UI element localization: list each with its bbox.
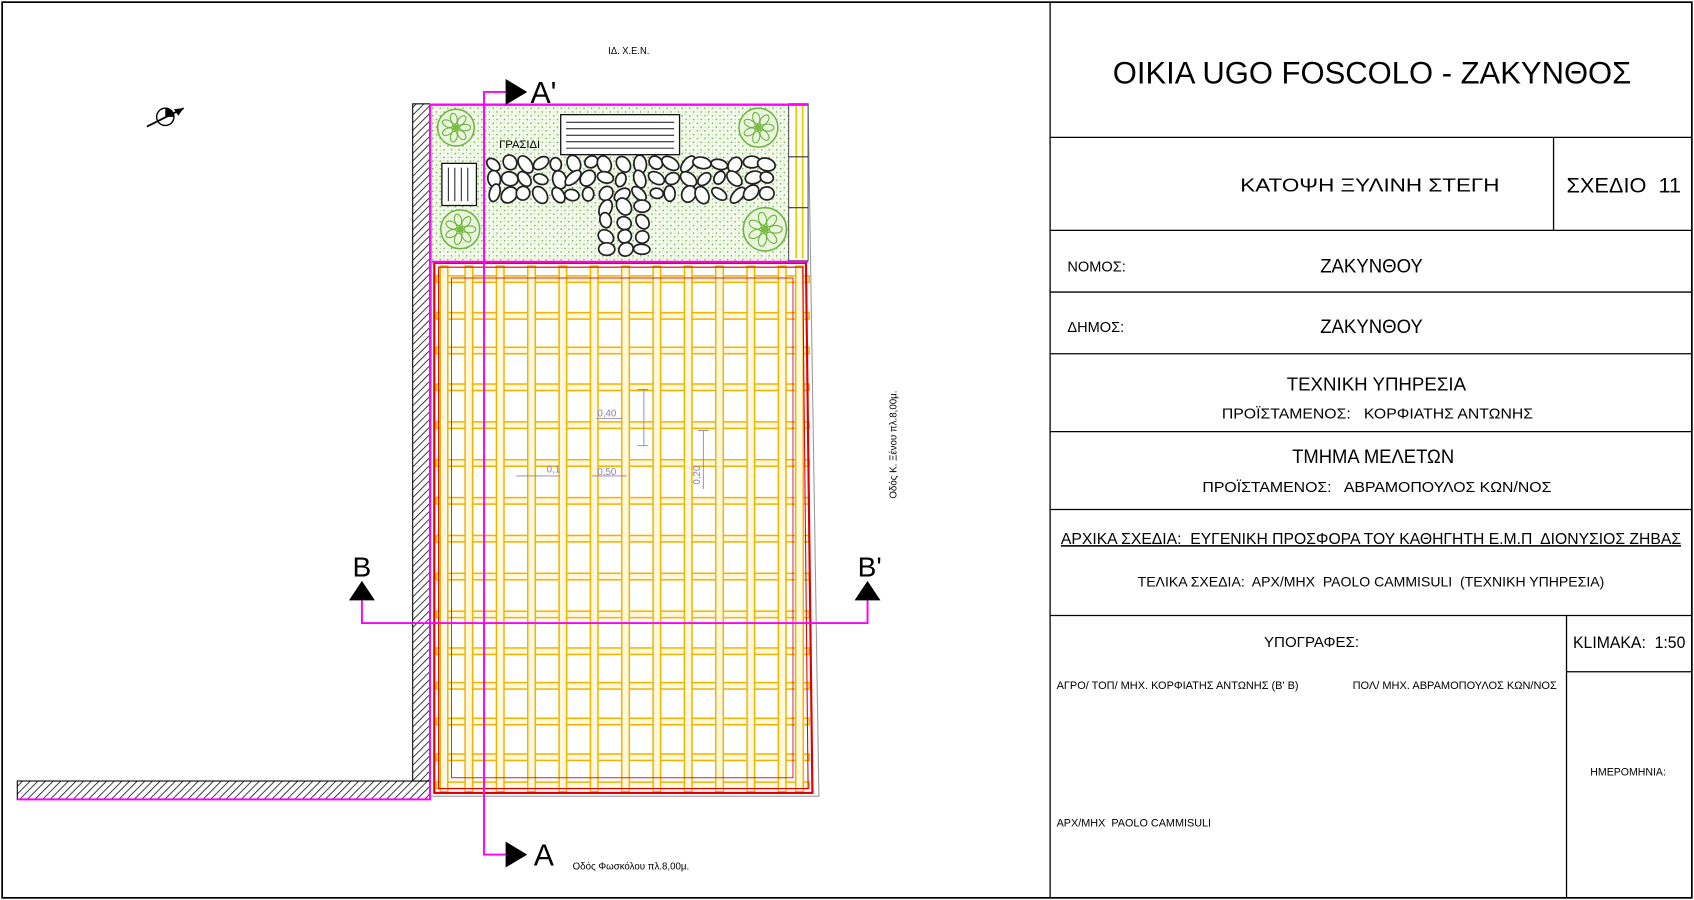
dimos-label: ΔΗΜΟΣ: [1067,320,1125,337]
stone [634,200,651,213]
section-a-top-label: A' [530,76,557,110]
final-drawings-credit: ΤΕΛΙΚΑ ΣΧΕΔΙΑ: ΑΡΧ/ΜΗΧ PAOLO CAMMISULI (ΤΕΧΝΙΚΗ ΥΠΗΡΕΣΙΑ) [1137,573,1605,590]
vertical-beam [778,266,786,792]
signatory-1: ΑΓΡΟ/ ΤΟΠ/ ΜΗΧ. ΚΟΡΦΙΑΤΗΣ ΑΝΤΩΝΗΣ (Β' Β) [1056,680,1299,693]
small-bench [442,163,477,205]
stone [759,187,774,200]
dimension-label: 0,1 [546,464,561,476]
tree-trunk [453,124,460,131]
tree-icon [438,109,475,146]
tree-trunk [457,226,464,233]
vertical-beam [622,266,630,792]
signatures-label: ΥΠΟΓΡΑΦΕΣ: [1264,633,1360,651]
tree-icon [743,208,786,251]
signatory-3: ΑΡΧ/ΜΗΧ PAOLO CAMMISULI [1056,817,1212,830]
tree-icon [441,210,480,249]
vertical-beam [440,266,448,792]
garden-edge-element [789,104,808,261]
grass-label: ΓΡΑΣΙΔΙ [499,139,541,152]
dimension-label: 0,40 [597,408,617,420]
street-east-label: Οδός Κ. Ξένου πλ.8,00μ. [888,390,900,499]
tree-trunk [755,124,762,131]
section-a-bottom-marker [506,842,528,868]
vertical-beam [684,266,692,792]
nomos-value: ΖΑΚΥΝΘΟΥ [1320,255,1423,278]
boundary-wall-vertical [413,104,430,781]
stone [633,244,650,255]
vertical-beam [716,266,724,792]
section-b-right-marker [855,581,881,600]
dimension-label: 0,50 [597,466,617,478]
vertical-beam [653,266,661,792]
stone [650,187,664,199]
stone [582,187,593,201]
dimension-label: 0,20 [692,465,704,485]
vertical-beam [747,266,755,792]
section-a-bottom-label: A [533,839,554,873]
drawing-title: ΚΑΤΟΨΗ ΞΥΛΙΝΗ ΣΤΕΓΗ [1240,174,1500,196]
initial-drawings-credit: ΑΡΧΙΚΑ ΣΧΕΔΙΑ: ΕΥΓΕΝΙΚΗ ΠΡΟΣΦΟΡΑ ΤΟΥ ΚΑΘΗΓΗΤΗ Ε.Μ.Π ΔΙΟΝΥΣΙΟΣ ΖΗΒΑΣ [1060,531,1682,549]
vertical-beam [590,266,598,792]
dimension-annotations [516,389,708,489]
vertical-beam [465,266,473,792]
section-b-left-marker [349,581,375,600]
tree-icon [739,108,778,147]
section-b-left-label: B [352,551,372,583]
neighbor-label: ΙΔ. Χ.Ε.Ν. [608,46,650,58]
boundary-wall-horizontal [17,781,430,799]
title-block [1050,55,1692,898]
drawing-number: ΣΧΕΔΙΟ 11 [1566,172,1682,198]
stone [664,186,675,202]
vertical-beam [796,266,804,792]
stone [598,243,615,256]
technical-service-head: ΠΡΟΪΣΤΑΜΕΝΟΣ: ΚΟΡΦΙΑΤΗΣ ΑΝΤΩΝΗΣ [1221,405,1534,423]
garden-bench [561,115,680,155]
section-b-right-label: B' [857,551,882,583]
north-arrow-icon [147,108,184,126]
studies-dept-head: ΠΡΟΪΣΤΑΜΕΝΟΣ: ΑΒΡΑΜΟΠΟΥΛΟΣ ΚΩΝ/ΝΟΣ [1202,479,1552,497]
vertical-beam [528,266,536,792]
tree-trunk [761,225,769,233]
vertical-beam [496,266,504,792]
project-title: OIKIA UGO FOSCOLO - ΖΑΚΥΝΘΟΣ [1112,55,1632,91]
dimos-value: ΖΑΚΥΝΘΟΥ [1320,316,1423,339]
roof-beams [436,266,809,792]
nomos-label: ΝΟΜΟΣ: [1067,259,1126,276]
technical-service-title: ΤΕΧΝΙΚΗ ΥΠΗΡΕΣΙΑ [1286,373,1467,395]
street-south-label: Οδός Φωσκόλου πλ.8,00μ. [572,861,690,873]
signatory-2: ΠΟΛ/ ΜΗΧ. ΑΒΡΑΜΟΠΟΥΛΟΣ ΚΩΝ/ΝΟΣ [1352,680,1558,693]
scale-label: KLIMAKA: 1:50 [1573,633,1686,652]
floor-plan [17,46,899,873]
studies-dept-title: ΤΜΗΜΑ ΜΕΛΕΤΩΝ [1292,445,1455,468]
vertical-beam [559,266,567,792]
section-a-top-marker [506,79,528,105]
date-label: ΗΜΕΡΟΜΗΝΙΑ: [1590,766,1666,779]
